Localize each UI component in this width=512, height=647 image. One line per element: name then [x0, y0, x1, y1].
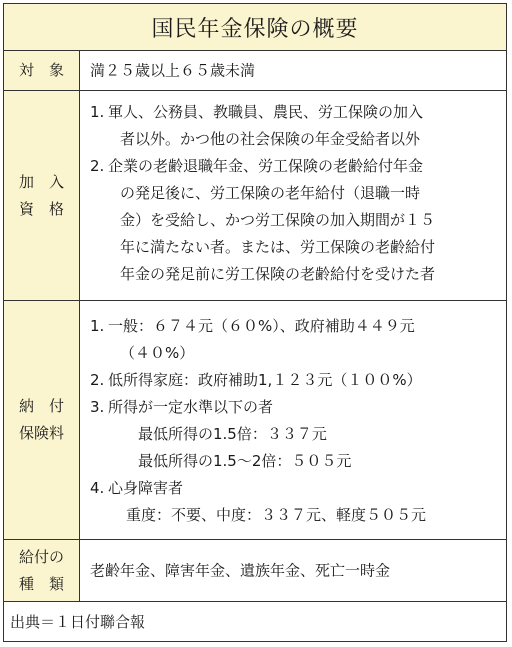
item-number: 1.	[90, 103, 105, 121]
list-item	[90, 99, 500, 153]
list-item	[90, 475, 500, 529]
item-line: 年金の発足前に労工保険の老齢給付を受けた者	[120, 265, 436, 283]
content-benefits	[86, 540, 500, 601]
item-subline: 最低所得の1.5～2倍：５０５元	[138, 452, 352, 470]
summary-table	[3, 3, 507, 642]
item-number: 2.	[90, 371, 105, 389]
label-line: 資 格	[18, 199, 64, 218]
label-line: 種 類	[18, 574, 64, 593]
benefits-text: 老齢年金、障害年金、遺族年金、死亡一時金	[90, 561, 391, 579]
content-eligibility	[86, 99, 500, 300]
item-subline: 最低所得の1.5倍：３３７元	[138, 425, 327, 443]
item-line: の発足後に、労工保険の老年給付（退職一時	[120, 184, 421, 202]
source-note: 出典＝１日付聯合報	[10, 612, 146, 631]
row-eligibility	[4, 91, 506, 301]
content-premium	[86, 313, 500, 539]
list-item	[90, 313, 500, 367]
item-line: （４０%）	[120, 344, 195, 362]
item-line: 軍人、公務員、教職員、農民、労工保険の加入	[108, 103, 424, 121]
row-source	[4, 602, 506, 640]
table-title: 国民年金保険の概要	[4, 4, 506, 51]
list-item	[90, 153, 500, 288]
item-line: 金）を受給し、かつ労工保険の加入期間が１５	[120, 211, 436, 229]
row-target	[4, 51, 506, 91]
target-text: 満２５歳以上６５歳未満	[90, 61, 256, 79]
list-item	[90, 394, 500, 475]
item-line: 者以外。かつ他の社会保険の年金受給者以外	[120, 130, 421, 148]
label-line: 加 入	[18, 172, 64, 191]
item-number: 2.	[90, 157, 105, 175]
row-premium	[4, 301, 506, 540]
label-benefits	[4, 540, 80, 601]
label-line: 保険料	[18, 424, 64, 442]
list-item	[90, 367, 500, 394]
item-line: 低所得家庭：政府補助1,１２３元（１００%）	[108, 371, 422, 389]
item-subline: 重度：不要、中度：３３７元、軽度５０５元	[126, 506, 427, 524]
item-number: 1.	[90, 317, 105, 335]
content-target	[86, 51, 500, 90]
label-target	[4, 51, 80, 90]
item-number: 3.	[90, 398, 105, 416]
item-number: 4.	[90, 479, 105, 497]
item-line: 一般：６７４元（６０%）、政府補助４４９元	[108, 317, 415, 335]
label-line: 給付の	[18, 547, 64, 566]
label-line: 対 象	[18, 61, 64, 79]
label-premium	[4, 301, 80, 539]
item-line: 所得が一定水準以下の者	[108, 398, 274, 416]
item-line: 企業の老齢退職年金、労工保険の老齢給付年金	[108, 157, 424, 175]
item-line: 年に満たない者。または、労工保険の老齢給付	[120, 238, 436, 256]
label-line: 納 付	[18, 397, 64, 415]
label-eligibility	[4, 91, 80, 300]
row-benefits	[4, 540, 506, 602]
item-line: 心身障害者	[108, 479, 184, 497]
